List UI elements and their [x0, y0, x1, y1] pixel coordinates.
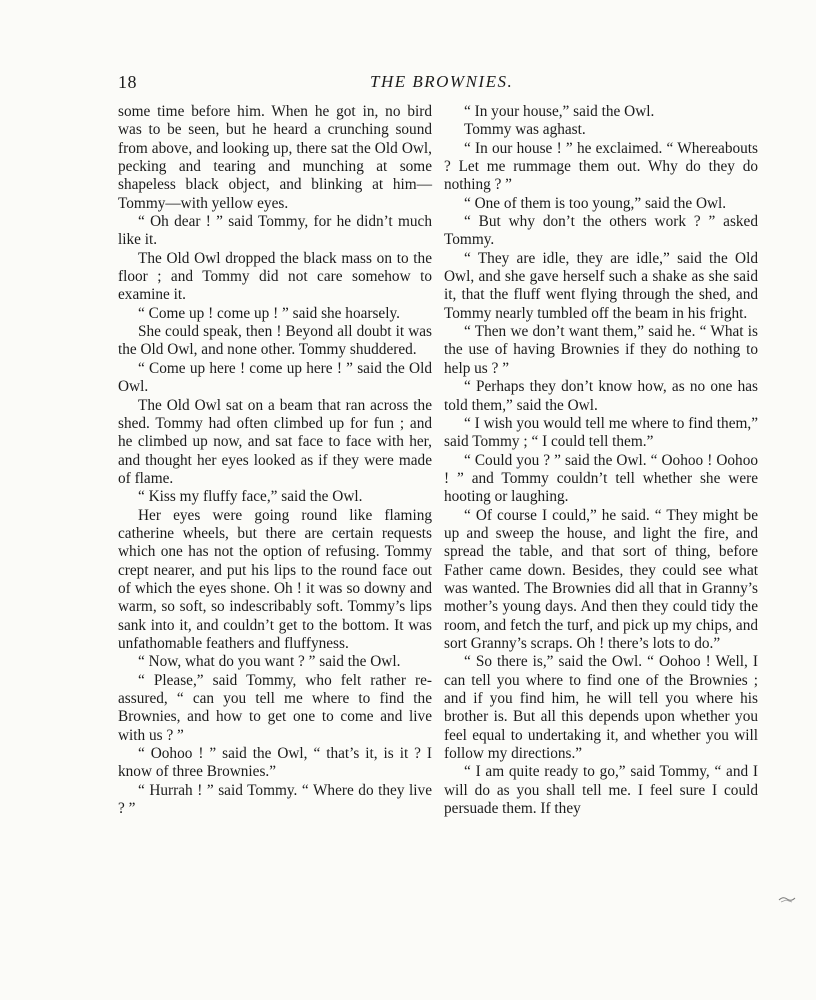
paragraph: “ Hurrah ! ” said Tommy. “ Where do they live ? ” — [118, 781, 432, 818]
paragraph: “ Of course I could,” he said. “ They might be up and sweep the house, and light the fire, and spread the table, and that sort of thing, before Father came down. Besides, they could see what was wanted. The Brownies did all that in Granny’s mother’s young days. And then they could tidy the room, and fetch the turf, and pick up my chips, and sort Granny’s scraps. Oh ! there’s lots to do.” — [444, 506, 758, 652]
paragraph: “ So there is,” said the Owl. “ Oohoo ! Well, I can tell you where to find one of the Brownies ; and if you find him, he will tell you where his brother is. But all this depends upon whether you feel equal to undertaking it, and whether you will follow my directions.” — [444, 653, 758, 763]
page-number: 18 — [118, 72, 137, 92]
paragraph: “ Now, what do you want ? ” said the Owl. — [138, 653, 401, 671]
paragraph: The Old Owl dropped the black mass on to the floor ; and Tommy did not care somehow to examine it. — [118, 249, 432, 304]
paragraph: The Old Owl sat on a beam that ran across the shed. Tommy had often climbed up for fun ; and he climbed up now, and sat face to face with her, and thought her eyes looked as if they were made of flame. — [118, 396, 432, 487]
paragraph: “ In our house ! ” he exclaimed. “ Whereabouts ? Let me rummage them out. Why do they do nothing ? ” — [444, 139, 758, 194]
paragraph: “ Could you ? ” said the Owl. “ Oohoo ! Oohoo ! ” and Tommy couldn’t tell whether she were hooting or laughing. — [444, 451, 758, 506]
paragraph: “ Kiss my fluffy face,” said the Owl. — [138, 488, 363, 506]
paragraph: “ Then we don’t want them,” said he. “ What is the use of having Brownies if they do nothing to help us ? ” — [444, 323, 758, 377]
paragraph: “ They are idle, they are idle,” said the Old Owl, and she gave herself such a shake as she said it, that the fluff went flying through the shed, and Tommy nearly tumbled off the beam in his fright. — [444, 249, 758, 322]
paragraph: Tommy was aghast. — [464, 121, 586, 139]
paragraph: She could speak, then ! Beyond all doubt it was the Old Owl, and none other. Tommy shuddered. — [118, 323, 432, 359]
paragraph: “ Please,” said Tommy, who felt rather re-assured, “ can you tell me where to find the Brownies, and how to get one to come and live with us ? ” — [118, 671, 432, 744]
left-text-column — [118, 103, 432, 818]
paragraph: some time before him. When he got in, no bird was to be seen, but he heard a crunching sound from above, and looking up, there sat the Old Owl, pecking and tearing and munching at some shapeless black object, and blinking at him—Tommy—with yellow eyes. — [118, 103, 432, 212]
paragraph: “ I am quite ready to go,” said Tommy, “ and I will do as you shall tell me. I feel sure I could persuade them. If they — [444, 763, 758, 818]
paragraph: “ Oh dear ! ” said Tommy, for he didn’t much like it. — [118, 213, 432, 249]
running-head: THE BROWNIES. — [370, 72, 514, 91]
right-text-column — [444, 103, 758, 818]
paragraph: “ Come up here ! come up here ! ” said the Old Owl. — [118, 359, 432, 396]
paragraph: “ I wish you would tell me where to find them,” said Tommy ; “ I could tell them.” — [444, 414, 758, 451]
paragraph: “ In your house,” said the Owl. — [464, 103, 655, 120]
paragraph: “ One of them is too young,” said the Owl. — [464, 194, 727, 212]
ink-smudge-icon — [778, 894, 796, 907]
paragraph: “ But why don’t the others work ? ” asked Tommy. — [444, 213, 758, 249]
paragraph: “ Perhaps they don’t know how, as no one has told them,” said the Owl. — [444, 378, 758, 414]
paragraph: “ Oohoo ! ” said the Owl, “ that’s it, is it ? I know of three Brownies.” — [118, 745, 432, 781]
paragraph: Her eyes were going round like flaming catherine wheels, but there are certain requests which one has not the option of refusing. Tommy crept nearer, and put his lips to the round face out of which the eyes shone. Oh ! it was so downy and warm, so soft, so indescribably soft. Tommy’s lips sank into it, and couldn’t get to the bottom. It was unfathomable feathers and fluffyness. — [118, 506, 432, 652]
paragraph: “ Come up ! come up ! ” said she hoarsely. — [138, 304, 400, 322]
